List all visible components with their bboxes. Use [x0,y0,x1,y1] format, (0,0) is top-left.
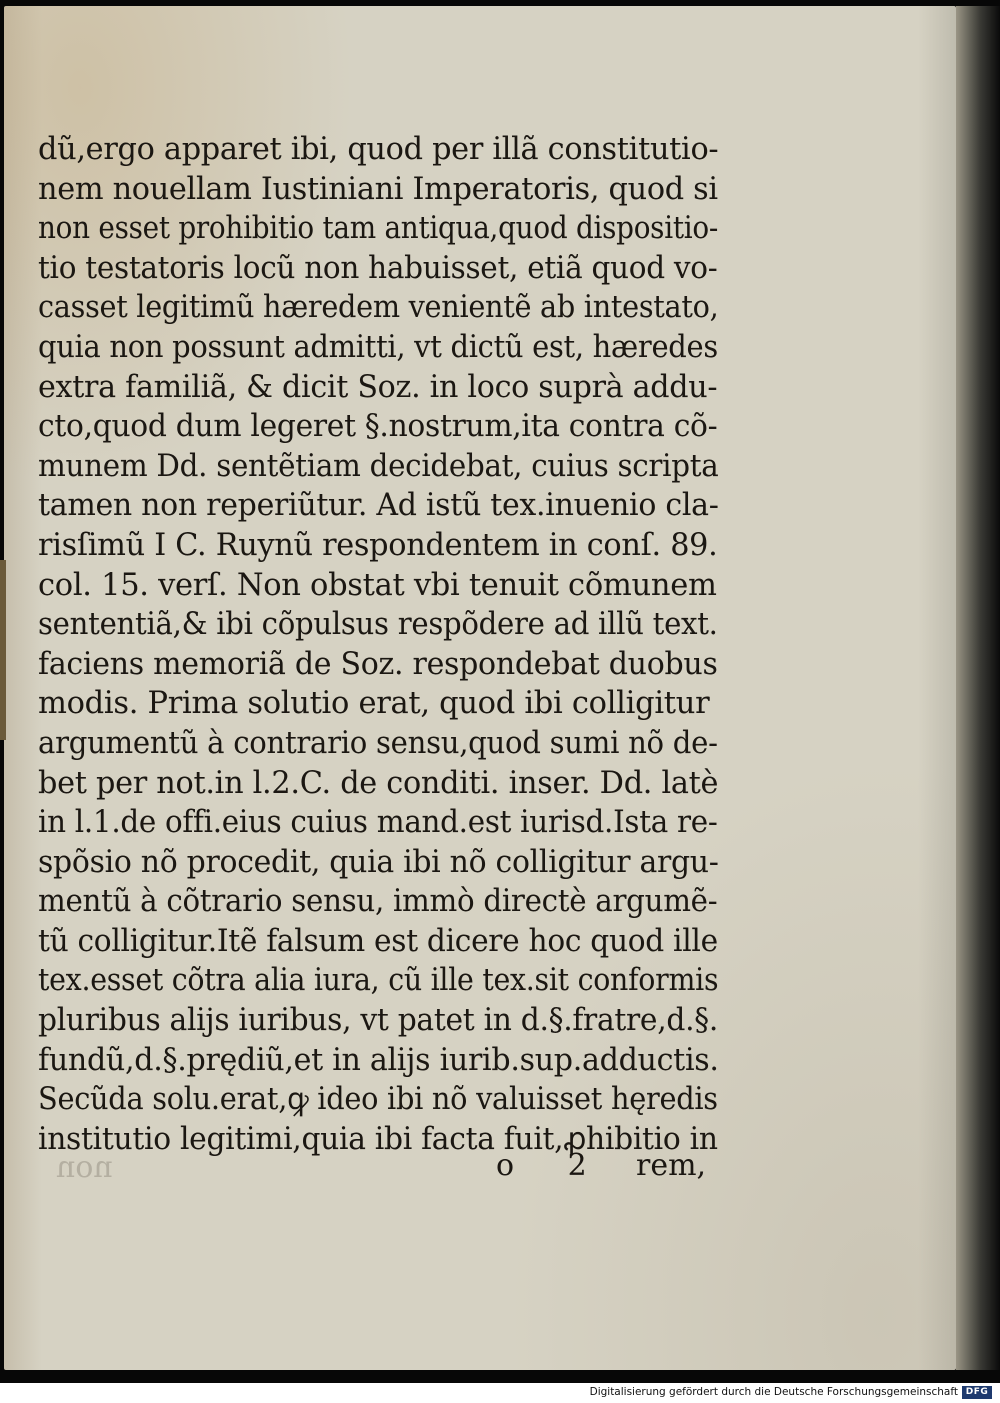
text-line: tamen non reperiũtur. Ad istũ tex.inuenio cla- [38,488,719,524]
text-line: Secũda solu.erat,ꝙ ideo ibi nõ valuisset hęredis [38,1082,718,1118]
text-line: munem Dd. sentẽtiam decidebat, cuius scripta [38,448,719,484]
body-text [38,130,718,1159]
text-line: modis. Prima solutio erat, quod ibi colligitur [38,686,710,722]
text-line: dũ,ergo apparet ibi, quod per illã constitutio- [38,132,719,167]
footer-bar [0,1383,1000,1403]
text-line: argumentũ à contrario sensu,quod sumi nõ de- [38,725,718,761]
text-line: extra familiã, & dicit Soz. in loco suprà addu- [38,369,718,405]
signature-mark: o 2 [496,1148,609,1183]
text-line: non esset prohibitio tam antiqua,quod dispositio- [38,211,719,247]
text-line: col. 15. verſ. Non obstat vbi tenuit cõmunem [38,567,717,603]
page-edge-shadow [956,6,1000,1370]
catchword: rem, [636,1148,707,1183]
text-line: bet per not.in l.2.C. de conditi. inser. Dd. latè [38,765,719,801]
text-line: cto,quod dum legeret §.nostrum,ita contra cõ- [38,409,718,445]
text-line: faciens memoriã de Soz. respondebat duobus [38,646,718,682]
text-line: tũ colligitur.Itẽ falsum est dicere hoc quod ille [38,923,718,959]
text-line: fundũ,d.§.prędiũ,et in alijs iurib.sup.adductis. [38,1042,719,1078]
text-line: risſimũ I C. Ruynũ respondentem in conſ. 89. [38,527,718,563]
text-line: pluribus alijs iuribus, vt patet in d.§.fratre,d.§. [38,1003,718,1039]
text-line: casset legitimũ hæredem venientẽ ab intestato, [38,290,719,326]
dfg-logo-icon: DFG [962,1386,992,1399]
text-line: tex.esset cõtra alia iura, cũ ille tex.sit conformis [38,963,719,999]
funding-credit: Digitalisierung gefördert durch die Deutsche Forschungsgemeinschaft [589,1386,958,1398]
page-foot [38,1146,718,1186]
text-line: spõsio nõ procedit, quia ibi nõ colligitur argu- [38,844,719,880]
text-line: sententiã,& ibi cõpulsus respõdere ad illũ text. [38,607,718,643]
text-line: nem nouellam Iustiniani Imperatoris, quod si [38,171,718,207]
text-line: institutio legitimi,quia ibi facta fuit,ꝓhibitio in [38,1121,718,1157]
text-line: quia non possunt admitti, vt dictũ est, hæredes [38,329,718,365]
text-line: mentũ à cõtrario sensu, immò directè argumẽ- [38,884,718,920]
binding-edge [0,560,6,740]
show-through-text: non [56,1150,113,1185]
text-line: in l.1.de offi.eius cuius mand.est iurisd.Ista re- [38,805,718,841]
text-line: tio testatoris locũ non habuisset, etiã quod vo- [38,250,718,286]
